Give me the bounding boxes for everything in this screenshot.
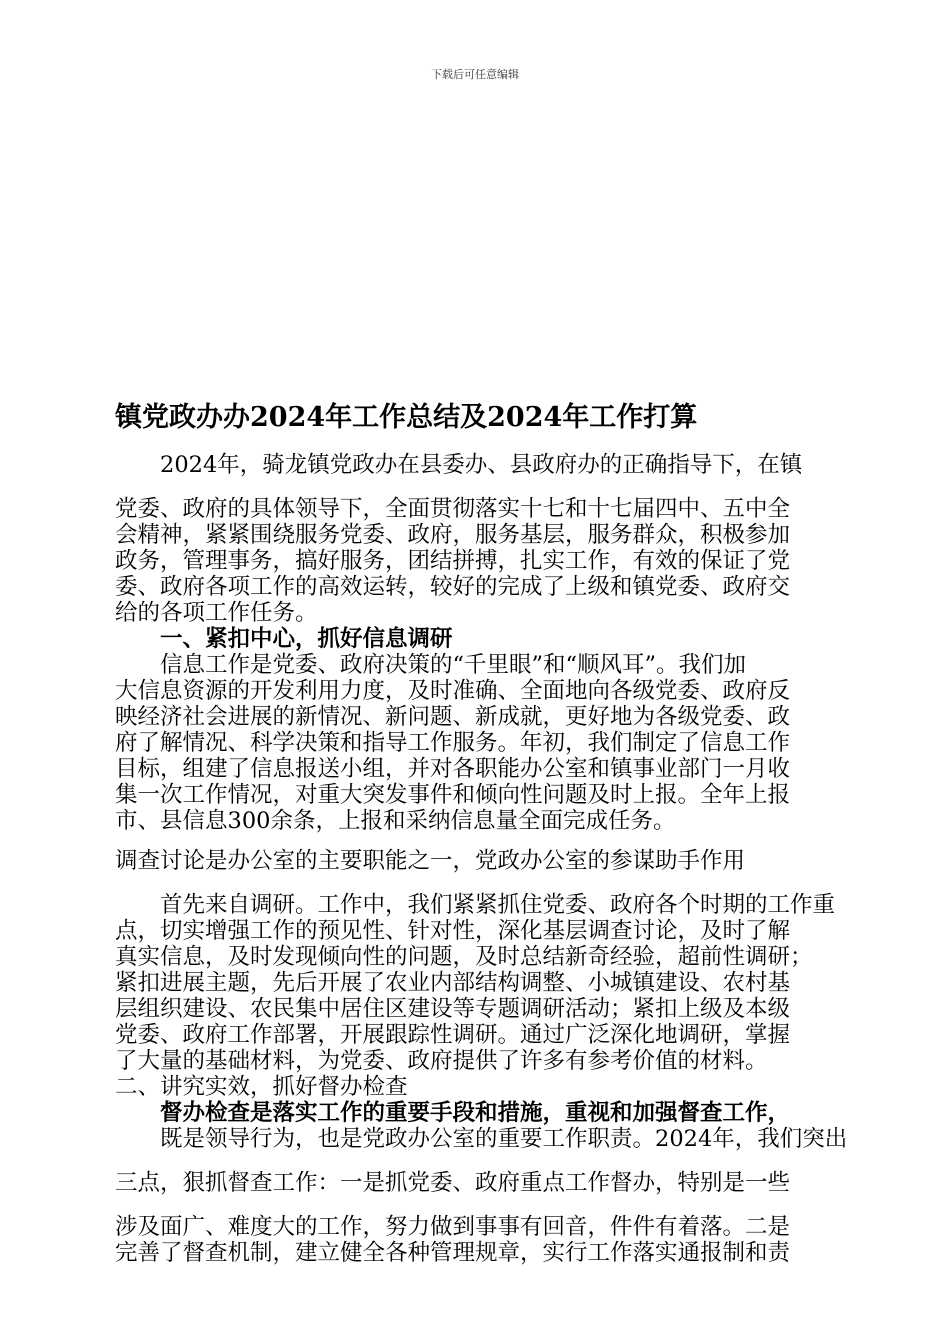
paragraph-line: 大信息资源的开发利用力度，及时准确、全面地向各级党委、政府反 [115, 678, 791, 704]
section-heading: 督办检查是落实工作的重要手段和措施，重视和加强督查工作， [160, 1100, 791, 1126]
paragraph-line: 党委、政府的具体领导下，全面贯彻落实十七和十七届四中、五中全 [115, 496, 791, 522]
paragraph-line: 府了解情况、科学决策和指导工作服务。年初，我们制定了信息工作 [115, 730, 791, 756]
section-heading: 一、紧扣中心，抓好信息调研 [160, 626, 453, 652]
paragraph-line: 政务，管理事务，搞好服务，团结拼搏，扎实工作，有效的保证了党 [115, 548, 791, 574]
paragraph-line: 目标，组建了信息报送小组，并对各职能办公室和镇事业部门一月收 [115, 756, 791, 782]
document-title: 镇党政办办2024年工作总结及2024年工作打算 [115, 402, 698, 433]
document-body [115, 452, 852, 1266]
paragraph-line: 涉及面广、难度大的工作，努力做到事事有回音，件件有着落。二是 [115, 1214, 791, 1240]
paragraph-line: 调查讨论是办公室的主要职能之一，党政办公室的参谋助手作用 [115, 848, 746, 874]
paragraph-line: 完善了督查机制，建立健全各种管理规章，实行工作落实通报制和责 [115, 1240, 791, 1266]
paragraph-line: 三点，狠抓督查工作：一是抓党委、政府重点工作督办，特别是一些 [115, 1170, 791, 1196]
paragraph-line: 委、政府各项工作的高效运转，较好的完成了上级和镇党委、政府交 [115, 574, 791, 600]
paragraph-line: 市、县信息300余条，上报和采纳信息量全面完成任务。 [115, 808, 676, 834]
paragraph-line: 会精神，紧紧围绕服务党委、政府，服务基层，服务群众，积极参加 [115, 522, 791, 548]
paragraph-line: 点，切实增强工作的预见性、针对性，深化基层调查讨论，及时了解 [115, 918, 791, 944]
paragraph-line: 了大量的基础材料，为党委、政府提供了许多有参考价值的材料。 [115, 1048, 768, 1074]
paragraph-line: 信息工作是党委、政府决策的“千里眼”和“顺风耳”。我们加 [160, 652, 747, 678]
paragraph-line: 层组织建设、农民集中居住区建设等专题调研活动；紧扣上级及本级 [115, 996, 791, 1022]
header-note: 下载后可任意编辑 [431, 68, 519, 81]
paragraph-line: 2024年，骑龙镇党政办在县委办、县政府办的正确指导下，在镇 [160, 452, 803, 478]
paragraph-line: 真实信息，及时发现倾向性的问题，及时总结新奇经验，超前性调研； [115, 944, 813, 970]
paragraph-line: 紧扣进展主题，先后开展了农业内部结构调整、小城镇建设、农村基 [115, 970, 791, 996]
paragraph-line: 党委、政府工作部署，开展跟踪性调研。通过广泛深化地调研，掌握 [115, 1022, 791, 1048]
paragraph-line: 首先来自调研。工作中，我们紧紧抓住党委、政府各个时期的工作重 [160, 892, 836, 918]
paragraph-line: 给的各项工作任务。 [115, 600, 318, 626]
paragraph-line: 二、讲究实效，抓好督办检查 [115, 1074, 408, 1100]
paragraph-line: 映经济社会进展的新情况、新问题、新成就，更好地为各级党委、政 [115, 704, 791, 730]
paragraph-line: 既是领导行为，也是党政办公室的重要工作职责。2024年，我们突出 [160, 1126, 848, 1152]
paragraph-line: 集一次工作情况，对重大突发事件和倾向性问题及时上报。全年上报 [115, 782, 791, 808]
